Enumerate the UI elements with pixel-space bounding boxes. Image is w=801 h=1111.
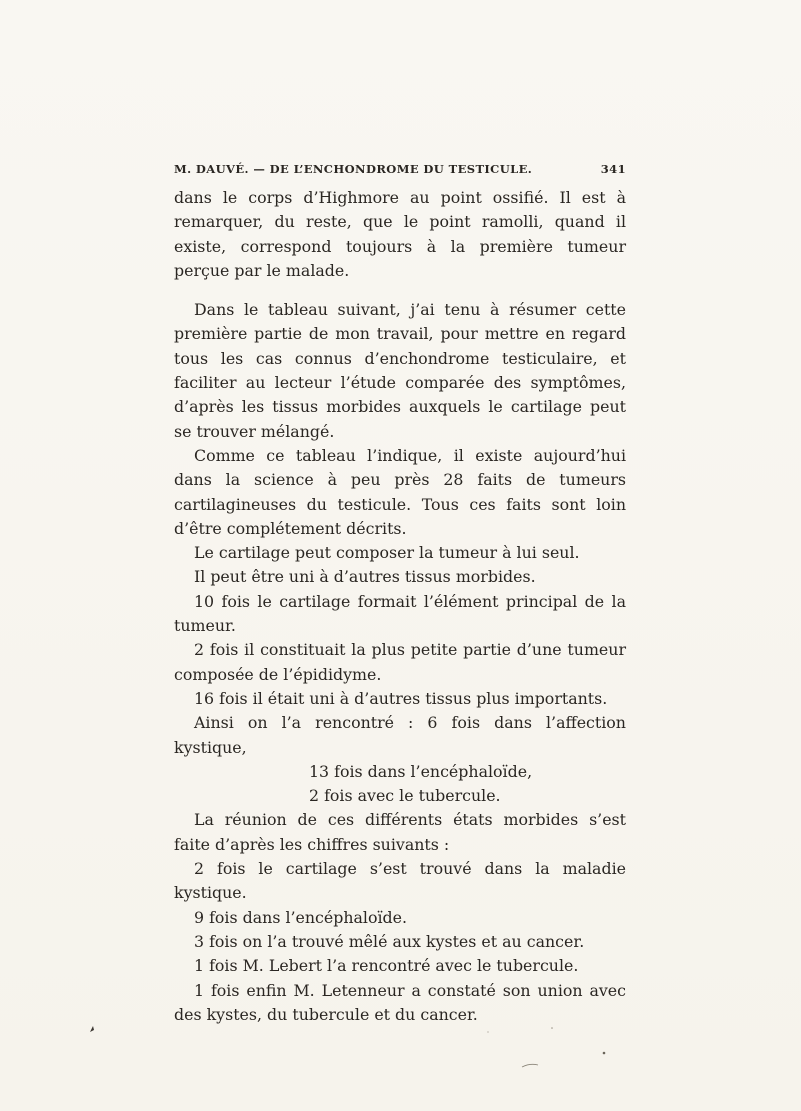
ink-speck <box>603 1052 606 1055</box>
paragraph: 16 fois il était uni à d’autres tissus plus importants. <box>194 688 608 708</box>
page-number: 341 <box>600 162 626 176</box>
paragraph: Il peut être uni à d’autres tissus morbides. <box>194 567 536 587</box>
ink-speck <box>487 1031 488 1032</box>
paragraph: La réunion de ces différents états morbides s’est faite d’après les chiffres suivants : <box>174 810 626 854</box>
paragraph-continuation: 13 fois dans l’encéphaloïde, <box>309 761 533 781</box>
ink-speck <box>551 1027 553 1029</box>
body-text <box>174 186 626 1027</box>
paragraph: Comme ce tableau l’indique, il existe aujourd’hui dans la science à peu près 28 faits de tumeurs cartilagineuses du testicule. Tous ces faits sont loin d’être complétement décrits. <box>174 445 626 538</box>
paragraph: Ainsi on l’a rencontré : 6 fois dans l’affection kystique, <box>174 713 626 757</box>
running-header <box>174 162 626 180</box>
paragraph: 2 fois le cartilage s’est trouvé dans la maladie kystique. <box>174 859 626 903</box>
paragraph: 1 fois M. Lebert l’a rencontré avec le tubercule. <box>194 956 579 976</box>
running-title: M. DAUVÉ. — DE L’ENCHONDROME DU TESTICULE. <box>174 162 533 176</box>
paragraph: 2 fois il constituait la plus petite partie d’une tumeur composée de l’épididyme. <box>174 640 626 684</box>
ink-speck <box>522 1064 538 1067</box>
ink-speck <box>90 1026 94 1032</box>
paragraph: 10 fois le cartilage formait l’élément principal de la tumeur. <box>174 591 626 636</box>
paragraph: 1 fois enfin M. Letenneur a constaté son union avec des kystes, du tubercule et du cancer. <box>174 980 626 1024</box>
paragraph: Le cartilage peut composer la tumeur à lui seul. <box>194 543 580 563</box>
paragraph: Dans le tableau suivant, j’ai tenu à résumer cette première partie de mon travail, pour mettre en regard tous les cas connus d’enchondrome testiculaire, et faciliter au lecteur l’étude comparée des symptômes, d’après les tissus morbides auxquels le cartilage peut se trouver mélangé. <box>174 300 626 441</box>
paragraph: dans le corps d’Highmore au point ossifié. Il est à remarquer, du reste, que le point ramolli, quand il existe, correspond toujours à la première tumeur perçue par le malade. <box>174 188 626 280</box>
paragraph: 9 fois dans l’encéphaloïde. <box>194 907 408 927</box>
paragraph-continuation: 2 fois avec le tubercule. <box>309 786 501 806</box>
paragraph: 3 fois on l’a trouvé mêlé aux kystes et au cancer. <box>194 931 585 951</box>
